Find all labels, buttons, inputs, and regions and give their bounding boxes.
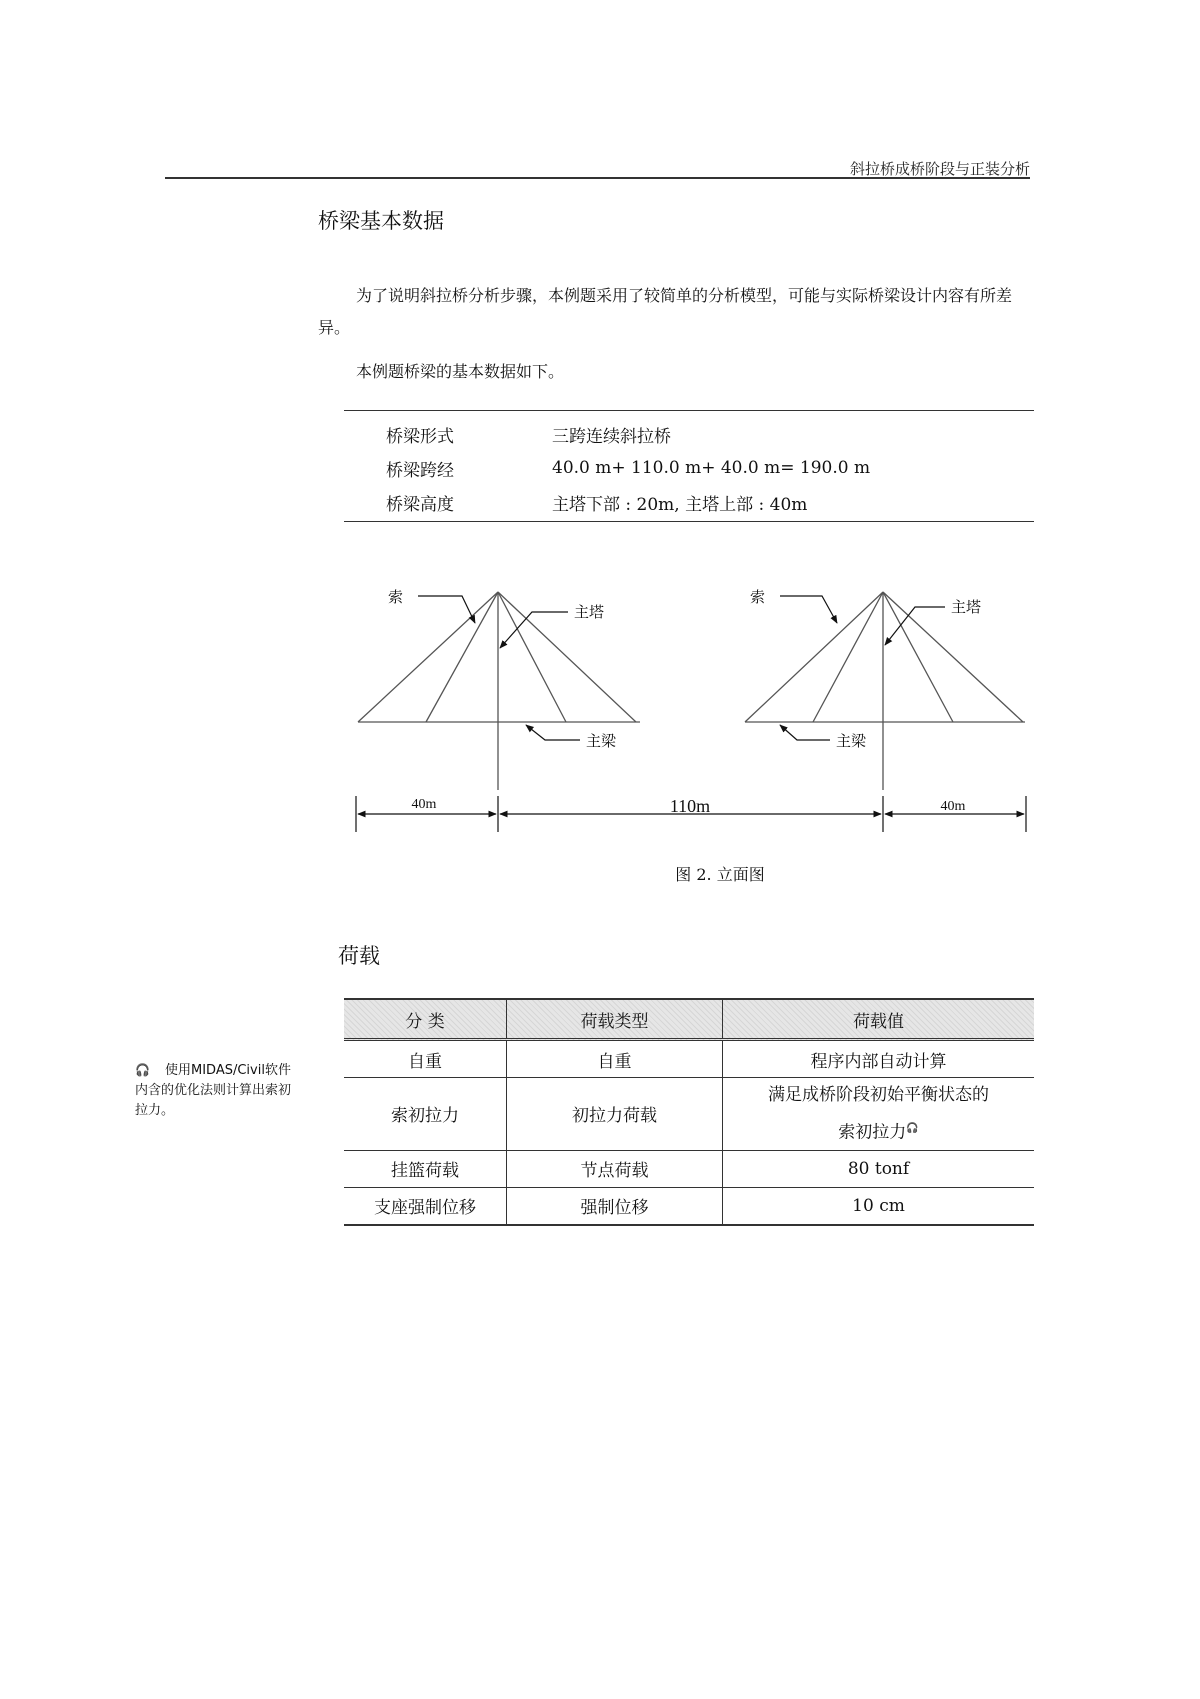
table-row — [344, 1150, 1034, 1187]
label-tower-right: 主塔 — [951, 600, 982, 616]
row-key: 桥梁形式 — [386, 426, 454, 447]
header-rule — [165, 177, 1030, 179]
cable — [813, 592, 883, 722]
basic-data-table — [344, 410, 1034, 522]
load-table — [344, 998, 1034, 1226]
table-row — [344, 451, 1034, 485]
cell-category: 自重 — [344, 1040, 507, 1078]
cell-category: 支座强制位移 — [344, 1187, 507, 1225]
label-girder-right: 主梁 — [836, 734, 867, 750]
label-cable-left: 索 — [388, 590, 404, 606]
lead-paragraph — [318, 356, 1032, 388]
cell-value-line: 满足成桥阶段初始平衡状态的 — [768, 1085, 989, 1105]
label-tower-left: 主塔 — [574, 605, 605, 621]
section-title-basic: 桥梁基本数据 — [318, 209, 444, 233]
row-key: 桥梁跨经 — [386, 460, 454, 481]
cell-type: 节点荷载 — [507, 1150, 723, 1187]
row-key: 桥梁高度 — [386, 494, 454, 515]
row-value: 三跨连续斜拉桥 — [552, 426, 671, 447]
table-row — [344, 1187, 1034, 1225]
row-value: 主塔下部 : 20m, 主塔上部 : 40m — [552, 494, 808, 515]
headphone-icon: 🎧 — [135, 1063, 150, 1077]
elevation-diagram — [340, 560, 1040, 850]
cable — [426, 592, 498, 722]
headphone-icon: 🎧 — [906, 1123, 919, 1134]
sidenote-text: 使用MIDAS/Civil软件内含的优化法则计算出索初拉力。 — [135, 1063, 292, 1118]
cell-value: 80 tonf — [723, 1150, 1035, 1187]
table-row — [344, 1078, 1034, 1151]
cell-type: 自重 — [507, 1040, 723, 1078]
cell-category: 挂篮荷载 — [344, 1150, 507, 1187]
cell-value — [723, 1078, 1035, 1151]
table-row — [344, 411, 1034, 452]
cell-type: 初拉力荷载 — [507, 1078, 723, 1151]
cell-value-text: 索初拉力 — [838, 1122, 907, 1143]
cell-category: 索初拉力 — [344, 1078, 507, 1151]
cable — [358, 592, 498, 722]
cell-value: 10 cm — [723, 1187, 1035, 1225]
label-girder-left: 主梁 — [586, 734, 617, 750]
dimension-label: 40m — [411, 797, 437, 812]
cable — [883, 592, 953, 722]
column-header: 荷载类型 — [507, 999, 723, 1040]
sidenote — [135, 1060, 295, 1121]
table-row — [344, 485, 1034, 522]
dimension-label: 40m — [940, 799, 966, 814]
intro-text: 为了说明斜拉桥分析步骤，本例题采用了较简单的分析模型，可能与实际桥梁设计内容有所差异。 — [318, 286, 1013, 337]
intro-paragraph — [318, 280, 1032, 344]
cell-type: 强制位移 — [507, 1187, 723, 1225]
table-header-row — [344, 999, 1034, 1040]
cell-value-line — [723, 1112, 1034, 1150]
table-row — [344, 1040, 1034, 1078]
label-cable-right: 索 — [750, 590, 766, 606]
section-title-loads: 荷载 — [338, 944, 380, 968]
cell-value: 程序内部自动计算 — [723, 1040, 1035, 1078]
column-header: 荷载值 — [723, 999, 1035, 1040]
figure-caption: 图 2. 立面图 — [675, 865, 765, 884]
header-title: 斜拉桥成桥阶段与正装分析 — [849, 160, 1030, 178]
cable — [745, 592, 883, 722]
lead-text: 本例题桥梁的基本数据如下。 — [356, 362, 565, 381]
dimension-label: 110m — [669, 796, 711, 816]
column-header: 分 类 — [344, 999, 507, 1040]
row-value: 40.0 m+ 110.0 m+ 40.0 m= 190.0 m — [552, 458, 871, 478]
